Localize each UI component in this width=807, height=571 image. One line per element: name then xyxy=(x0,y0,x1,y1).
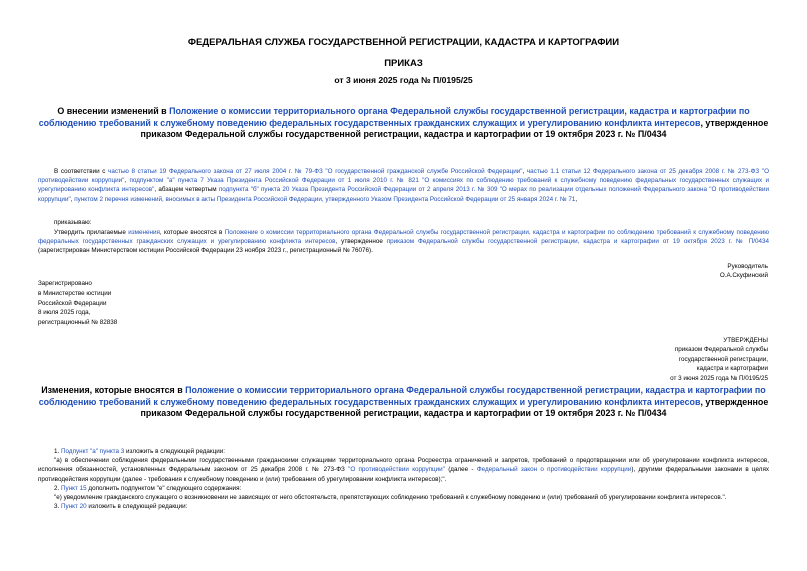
decree-821-link[interactable]: подпунктом "а" пункта 7 Указа Президента Российской Федерации от 1 июля 2010 г. № 821 "О комиссиях по соблюдению требований к служебному поведению федеральных государственных служащих и урегулированию конфликта интересов" xyxy=(38,177,769,194)
anticorruption-law-short-link[interactable]: Федеральный закон о противодействии коррупции xyxy=(476,466,632,474)
signature-name: О.А.Скуфинский xyxy=(719,272,768,280)
title2-regulation-link[interactable]: Положение о комиссии территориального органа Федеральной службы государственной регистрации, кадастра и картографии по соблюдению требований к служебному поведению федеральных государственных гражданских служащих и урегулированию конфликта интересов xyxy=(38,385,766,407)
approve-text: Утвердить прилагаемые xyxy=(54,229,129,236)
registration-line: регистрационный № 82838 xyxy=(38,319,118,327)
approve-text: (зарегистрирован Министерством юстиции Российской Федерации 23 ноября 2023 г., регистрационный № 76076). xyxy=(38,247,373,255)
approved-line: УТВЕРЖДЕНЫ xyxy=(723,337,768,344)
law-273-fz-link[interactable]: частью 1.1 статьи 12 Федерального закона от 25 декабря 2008 г. № 273-ФЗ "О противодействии коррупции" xyxy=(38,168,769,185)
amendment-item xyxy=(38,502,769,511)
registration-line: 8 июля 2025 года, xyxy=(38,309,91,317)
subparagraph-a-p3-link[interactable]: Подпункт "а" пункта 3 xyxy=(61,448,125,455)
signature-block xyxy=(720,262,768,280)
decree-309-link[interactable]: подпункта "б" пункта 20 Указа Президента Российской Федерации от 2 апреля 2013 г. № 309 "О мерах по реализации отдельных положений Федерального закона "О противодействии коррупции" xyxy=(38,186,769,203)
item-text: изложить в следующей редакции: xyxy=(86,503,188,511)
preamble-text: В соответствии с xyxy=(54,168,109,175)
amendments-title xyxy=(28,385,779,420)
preamble-text: , xyxy=(124,177,130,185)
paragraph-20-link[interactable]: Пункт 20 xyxy=(61,503,87,511)
regulation-link[interactable]: Положение о комиссии территориального органа Федеральной службы государственной регистрации, кадастра и картографии по соблюдению требований к служебному поведению федеральных государственных гражданских служащих и урегулированию конфликта интересов xyxy=(38,229,769,246)
amendment-item xyxy=(38,484,769,493)
item-number: 2. xyxy=(54,484,62,492)
approved-block xyxy=(670,336,768,383)
order-word: приказываю: xyxy=(54,219,92,226)
preamble-text: , xyxy=(575,195,578,203)
item-number: 3. xyxy=(54,503,62,511)
order-p0434-link[interactable]: приказом Федеральной службы государственной регистрации, кадастра и картографии от 19 октября 2023 г. № П/0434 xyxy=(386,238,769,246)
quote-text: (далее - xyxy=(444,466,477,474)
title2-suffix: , утвержденное приказом Федеральной службы государственной регистрации, кадастра и картографии от 19 октября 2023 г. № П/0434 xyxy=(140,396,769,418)
registration-line: в Министерстве юстиции xyxy=(38,289,112,297)
preamble-text: , абзацем четвертым xyxy=(154,186,219,194)
item-text: изложить в следующей редакции: xyxy=(124,448,226,455)
signature-role: Руководитель xyxy=(727,263,768,270)
approve-text: , которые вносятся в xyxy=(159,229,225,236)
registration-block xyxy=(38,279,117,328)
changes-link[interactable]: изменения xyxy=(128,229,160,236)
amendments-list xyxy=(38,447,769,511)
law-79-fz-link[interactable]: частью 8 статьи 19 Федерального закона от 27 июля 2004 г. № 79-ФЗ "О государственной гражданской службе Российской Федерации" xyxy=(108,168,523,175)
approved-line: кадастра и картографии xyxy=(696,365,768,373)
order-date-number: от 3 июня 2025 года № П/0195/25 xyxy=(334,75,473,85)
paragraph-15-link[interactable]: Пункт 15 xyxy=(61,484,87,492)
approve-text: , утвержденное xyxy=(335,238,387,246)
preamble-paragraph xyxy=(38,167,769,204)
amendment-item xyxy=(38,447,769,456)
preamble-text: , xyxy=(70,195,75,203)
document-title xyxy=(28,106,779,141)
item-number: 1. xyxy=(54,448,62,455)
amendment-quote: "е) уведомление гражданского служащего о возникновении не зависящих от него обстоятельств, препятствующих соблюдению требований к служебному поведению и (или) требований об урегулировании конфликта интересов.". xyxy=(54,494,727,502)
approved-line: приказом Федеральной службы xyxy=(674,346,768,354)
approved-line: государственной регистрации, xyxy=(678,355,768,363)
amendment-quote xyxy=(38,456,769,484)
quote-text: ), другими федеральными законами в целях противодействия коррупции (далее - требования к служебному поведению и (или) требования об урегулировании конфликта интересов);". xyxy=(38,466,770,483)
approve-paragraph xyxy=(38,228,769,256)
registration-line: Зарегистрировано xyxy=(38,280,92,287)
quote-text: "а) в обеспечении соблюдения федеральными государственными гражданскими служащими территориального органа Росреестра ограничений и запретов, требований о предотвращении или об урегулировании конфликта интересов, исполнения обязанностей, установленных Федеральным законом от 25 декабря 2008 г. № 273-ФЗ xyxy=(38,457,769,474)
anticorruption-law-link[interactable]: "О противодействии коррупции" xyxy=(348,466,445,474)
approved-line: от 3 июня 2025 года № П/0195/25 xyxy=(670,374,768,382)
agency-heading: ФЕДЕРАЛЬНАЯ СЛУЖБА ГОСУДАРСТВЕННОЙ РЕГИСТРАЦИИ, КАДАСТРА И КАРТОГРАФИИ xyxy=(187,37,620,48)
preamble-text: , xyxy=(522,168,527,175)
title-prefix: О внесении изменений в xyxy=(57,106,170,116)
title-suffix: , утвержденное приказом Федеральной службы государственной регистрации, кадастра и картографии от 19 октября 2023 г. № П/0434 xyxy=(140,117,769,139)
item-text: дополнить подпунктом "е" следующего содержания: xyxy=(86,484,242,492)
title2-prefix: Изменения, которые вносятся в xyxy=(41,385,186,395)
decree-71-link[interactable]: пунктом 2 перечня изменений, вносимых в акты Президента Российской Федерации, утвержденного Указом Президента Российской Федерации от 25 января 2024 г. № 71 xyxy=(74,195,576,203)
title-regulation-link[interactable]: Положение о комиссии территориального органа Федеральной службы государственной регистрации, кадастра и картографии по соблюдению требований к служебному поведению федеральных государственных гражданских служащих и урегулированию конфликта интересов xyxy=(38,106,750,128)
order-heading: ПРИКАЗ xyxy=(384,58,423,69)
registration-line: Российской Федерации xyxy=(38,299,107,307)
